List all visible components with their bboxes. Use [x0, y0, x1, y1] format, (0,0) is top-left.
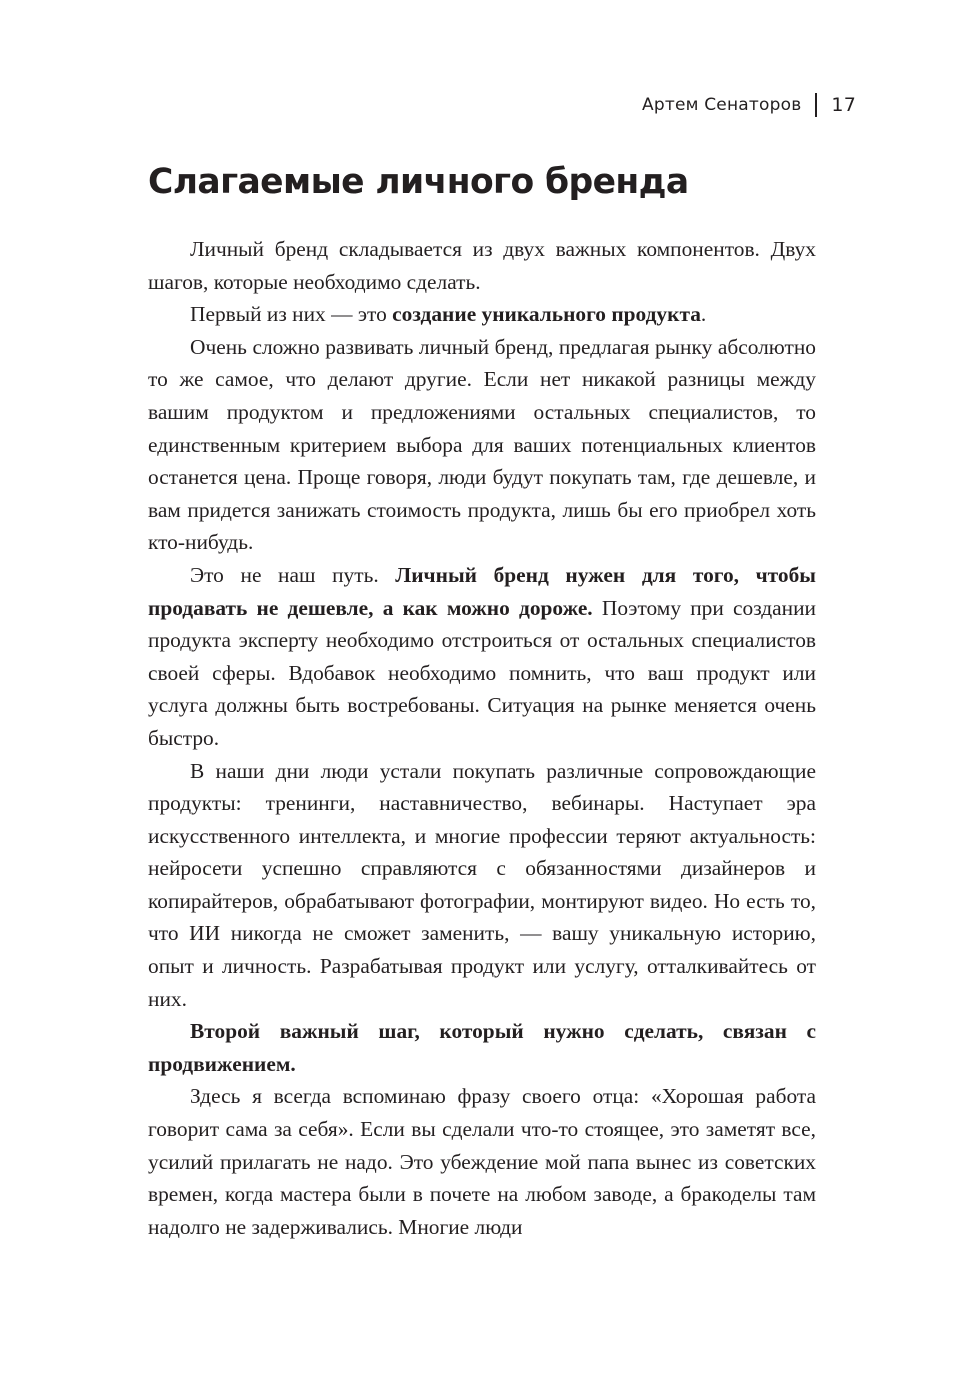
paragraph-5-text: В наши дни люди устали покупать различные сопровождающие продукты: тренинги, наставничество, вебинары. Наступает эра искусственного интеллекта, и многие профессии теряют актуальность: нейросети успешно справляются с обязанностями дизайнеров и копирайтеров, обрабатывают фотографии, монтируют видео. Но есть то, что ИИ никогда не сможет заменить, — вашу уникальную историю, опыт и личность. Разрабатывая продукт или услугу, отталкивайтесь от них. — [148, 758, 816, 1011]
paragraph-2-bold: создание уникального продукта — [392, 302, 701, 327]
running-header — [642, 90, 856, 120]
paragraph-3 — [148, 331, 816, 559]
paragraph-2 — [148, 298, 816, 331]
running-header-author: Артем Сенаторов — [642, 95, 802, 115]
paragraph-4-text: Это не наш путь. — [190, 562, 396, 587]
paragraph-1 — [148, 233, 816, 298]
header-separator — [815, 93, 817, 117]
paragraph-2-text: Первый из них — это — [190, 302, 393, 327]
paragraph-4 — [148, 559, 816, 755]
paragraph-2-text-end: . — [700, 302, 707, 327]
paragraph-7-text: Здесь я всегда вспоминаю фразу своего отца: «Хорошая работа говорит сама за себя». Если вы сделали что-то стоящее, это заметят все, усилий прилагать не надо. Это убеждение мой папа вынес из советских времен, когда мастера были в почете на любом заводе, а бракоделы там надолго не задерживались. Многие люди — [148, 1084, 816, 1239]
chapter-title: Слагаемые личного бренда — [148, 162, 689, 202]
paragraph-3-text: Очень сложно развивать личный бренд, предлагая рынку абсолютно то же самое, что делают другие. Если нет никакой разницы между вашим продуктом и предложениями остальных специалистов, то единственным критерием выбора для ваших потенциальных клиентов останется цена. Проще говоря, люди будут покупать там, где дешевле, и вам придется занижать стоимость продукта, лишь бы его приобрел хоть кто-нибудь. — [148, 334, 816, 555]
paragraph-6-bold: Второй важный шаг, который нужно сделать, связан с продвижением. — [148, 1019, 816, 1076]
paragraph-1-text: Личный бренд складывается из двух важных компонентов. Двух шагов, которые необходимо сделать. — [148, 237, 816, 294]
paragraph-7 — [148, 1080, 816, 1243]
page-number: 17 — [831, 94, 856, 116]
paragraph-4-text-end: Поэтому при создании продукта эксперту необходимо отстроиться от остальных специалистов своей сферы. Вдобавок необходимо помнить, что ваш продукт или услуга должны быть востребованы. Ситуация на рынке меняется очень быстро. — [148, 595, 816, 750]
body-text — [148, 233, 816, 1243]
paragraph-6 — [148, 1015, 816, 1080]
paragraph-4-bold: Личный бренд нужен для того, чтобы продавать не дешевле, а как можно дороже. — [148, 562, 816, 620]
paragraph-5 — [148, 755, 816, 1016]
